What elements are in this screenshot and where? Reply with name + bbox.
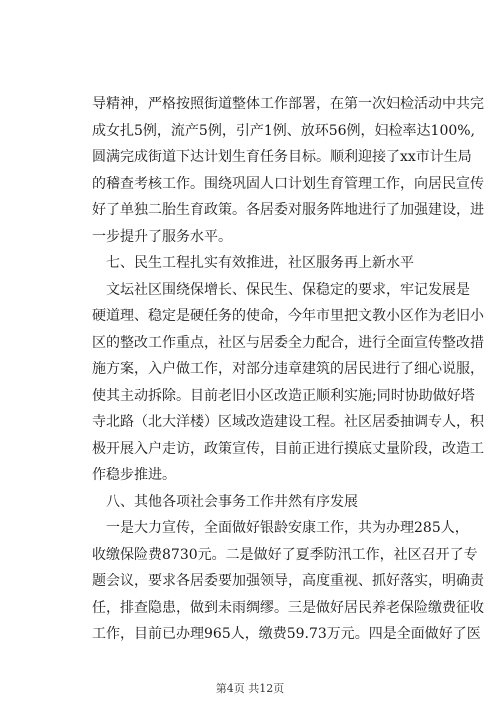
text-line: 寺北路（北大洋楼）区域改造建设工程。社区居委抽调专人，积: [92, 414, 484, 430]
text-line: 极开展入户走访，政策宣传，目前正进行摸底丈量阶段，改造工: [92, 440, 484, 457]
page-footer: 第4页 共12页: [215, 682, 285, 695]
text-line: 收缴保险费8730元。二是做好了夏季防汛工作，社区召开了专: [92, 546, 478, 563]
text-line: 硬道理、稳定是硬任务的使命，今年市里把文教小区作为老旧小: [92, 308, 484, 324]
text-line: 的稽查考核工作。围绕巩固人口计划生育管理工作，向居民宣传: [92, 175, 484, 192]
text-line: 题会议，要求各居委要加强领导，高度重视、抓好落实，明确责: [92, 573, 484, 589]
text-line: 作稳步推进。: [92, 467, 176, 483]
text-line: 圆满完成街道下达计划生育任务目标。顺利迎接了xx市计生局: [92, 149, 472, 165]
body-text: [92, 91, 484, 648]
text-line: 一步提升了服务水平。: [92, 228, 232, 245]
text-line: 一是大力宣传，全面做好银龄安康工作，共为办理285人，: [92, 520, 469, 536]
text-line: 成女扎5例，流产5例，引产1例、放环56例，妇检率达100%,: [92, 122, 476, 139]
text-line: 区的整改工作重点，社区与居委全力配合，进行全面宣传整改措: [92, 334, 484, 351]
section-heading-7: 七、民生工程扎实有效推进，社区服务再上新水平: [92, 255, 414, 271]
text-line: 工作，目前已办理965人，缴费59.73万元。四是全面做好了医: [92, 626, 481, 642]
text-line: 使其主动拆除。目前老旧小区改造正顺利实施;同时协助做好塔: [92, 387, 475, 404]
text-line: 导精神，严格按照街道整体工作部署，在第一次妇检活动中共完: [92, 96, 484, 112]
text-line: 任，排查隐患，做到未雨绸缪。三是做好居民养老保险缴费征收: [92, 599, 484, 616]
text-line: 文坛社区围绕保增长、保民生、保稳定的要求，牢记发展是: [92, 281, 470, 298]
text-line: 施方案，入户做工作，对部分违章建筑的居民进行了细心说服，: [92, 361, 484, 377]
section-heading-8: 八、其他各项社会事务工作井然有序发展: [92, 493, 358, 510]
text-line: 好了单独二胎生育政策。各居委对服务阵地进行了加强建设，进: [92, 202, 484, 218]
